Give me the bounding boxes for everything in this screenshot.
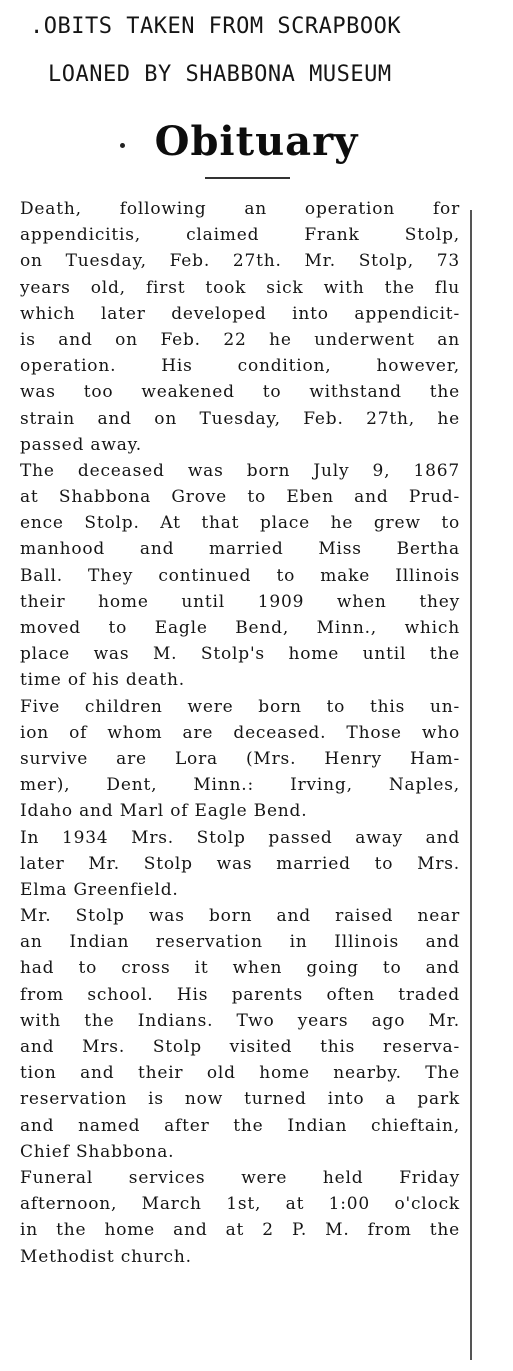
column-rule <box>470 210 472 1360</box>
article-line: strain and on Tuesday, Feb. 27th, he <box>20 408 460 429</box>
article-line: afternoon, March 1st, at 1:00 o'clock <box>20 1194 460 1215</box>
article-line: on Tuesday, Feb. 27th. Mr. Stolp, 73 <box>20 251 460 272</box>
article-line: with the Indians. Two years ago Mr. <box>20 1010 460 1031</box>
title-divider <box>205 177 290 179</box>
article-line: In 1934 Mrs. Stolp passed away and <box>20 827 460 848</box>
article-line: passed away. <box>20 434 142 455</box>
article-line: Ball. They continued to make Illinois <box>20 565 460 586</box>
article-line: appendicitis, claimed Frank Stolp, <box>20 225 460 246</box>
article-line: was too weakened to withstand the <box>20 382 460 403</box>
article-line: ence Stolp. At that place he grew to <box>20 513 460 534</box>
obituary-title: Obituary <box>154 118 359 165</box>
article-line: moved to Eagle Bend, Minn., which <box>20 618 460 638</box>
article-line: Chief Shabbona. <box>20 1141 175 1162</box>
article-line: operation. His condition, however, <box>20 356 460 377</box>
article-line: survive are Lora (Mrs. Henry Ham- <box>20 748 460 769</box>
article-line: years old, first took sick with the flu <box>20 277 460 298</box>
article-line: tion and their old home nearby. The <box>20 1063 460 1084</box>
article-line: place was M. Stolp's home until the <box>20 644 460 665</box>
article-line: mer), Dent, Minn.: Irving, Naples, <box>20 775 460 796</box>
article-line: Elma Greenfield. <box>20 879 179 900</box>
article-line: at Shabbona Grove to Eben and Prud- <box>20 487 460 508</box>
article-line: reservation is now turned into a park <box>20 1089 460 1110</box>
article-line: later Mr. Stolp was married to Mrs. <box>20 853 460 874</box>
article-line: an Indian reservation in Illinois and <box>20 932 460 953</box>
article-line: Idaho and Marl of Eagle Bend. <box>20 801 308 822</box>
article-line: which later developed into appendicit- <box>20 303 460 324</box>
article-line: ion of whom are deceased. Those who <box>20 722 460 743</box>
article-line: their home until 1909 when they <box>20 591 460 612</box>
article-line: and Mrs. Stolp visited this reserva- <box>20 1037 460 1057</box>
header-line-1: .OBITS TAKEN FROM SCRAPBOOK <box>30 14 402 39</box>
article-line: and named after the Indian chieftain, <box>20 1115 460 1136</box>
article-line: had to cross it when going to and <box>20 958 460 979</box>
article-line: Funeral services were held Friday <box>20 1167 460 1188</box>
article-line: time of his death. <box>20 670 185 691</box>
article-line: Five children were born to this un- <box>20 696 460 717</box>
header-line-2: LOANED BY SHABBONA MUSEUM <box>48 62 392 87</box>
article-line: manhood and married Miss Bertha <box>20 539 460 560</box>
article-line: Mr. Stolp was born and raised near <box>20 906 460 927</box>
article-line: is and on Feb. 22 he underwent an <box>20 329 460 350</box>
article-line: Death, following an operation for <box>20 199 460 219</box>
article-line: Methodist church. <box>20 1246 192 1267</box>
article-line: from school. His parents often traded <box>20 984 460 1005</box>
obituary-body <box>20 196 460 1270</box>
article-line: The deceased was born July 9, 1867 <box>20 460 460 481</box>
article-line: in the home and at 2 P. M. from the <box>20 1220 460 1241</box>
